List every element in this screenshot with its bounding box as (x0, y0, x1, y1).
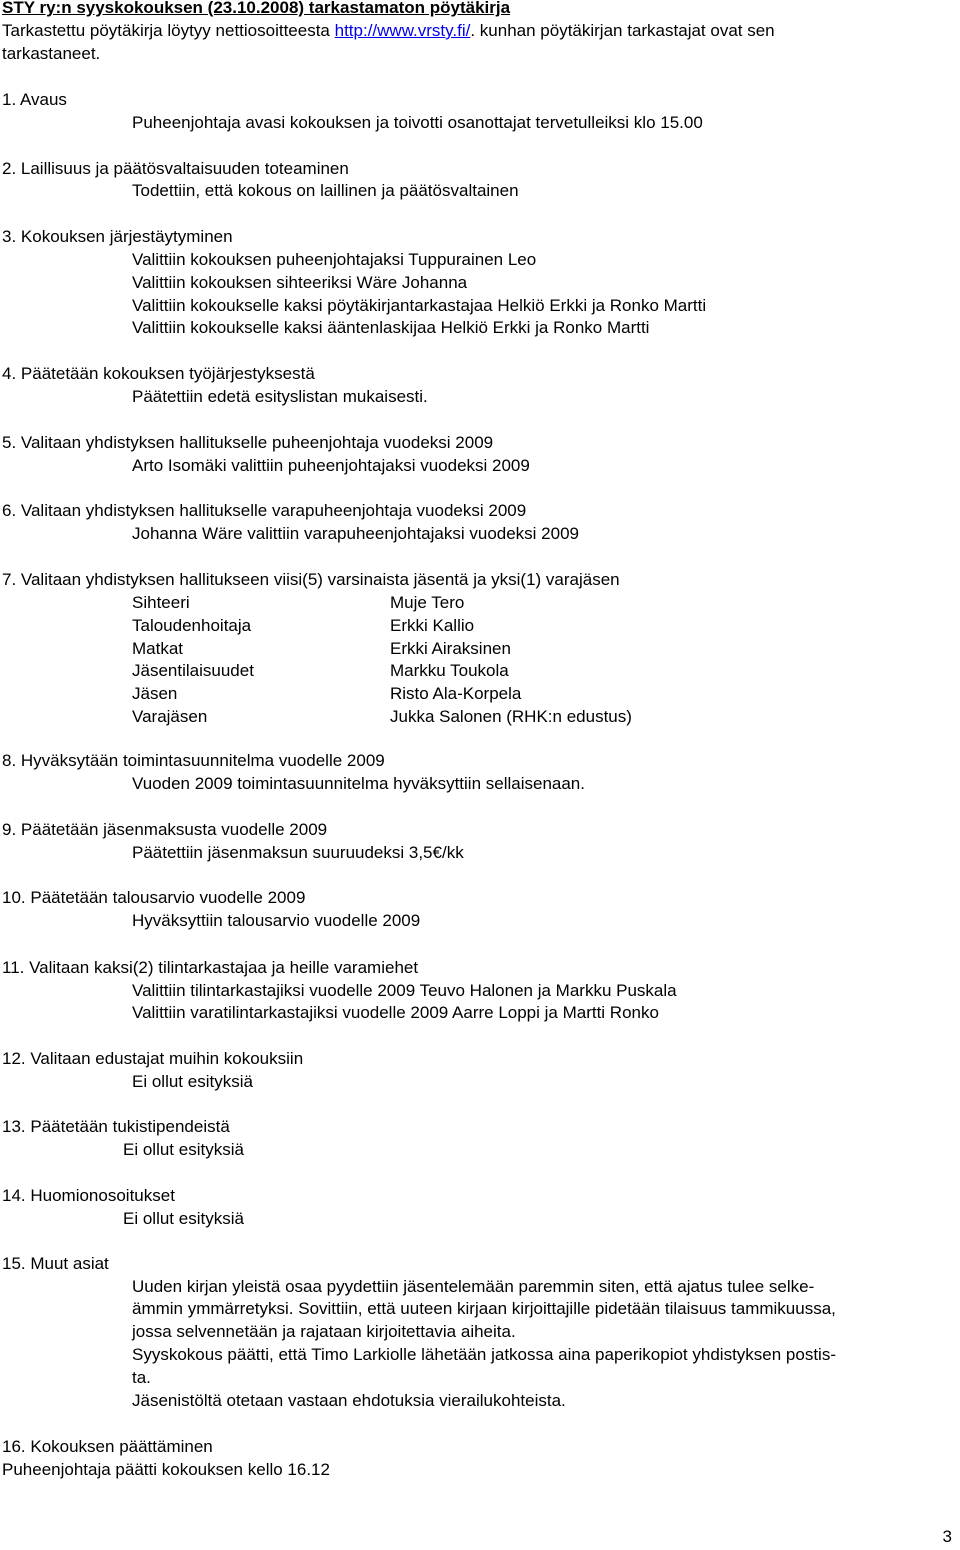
board-member: Erkki Kallio (390, 616, 475, 635)
document-title: STY ry:n syyskokouksen (23.10.2008) tarkastamaton pöytäkirja (2, 0, 511, 17)
item-heading: 10. Päätetään talousarvio vuodelle 2009 (2, 888, 306, 907)
intro-text: Tarkastettu pöytäkirja löytyy nettiosoitteesta (2, 21, 330, 40)
item-heading: 11. Valitaan kaksi(2) tilintarkastajaa ja heille varamiehet (2, 958, 419, 977)
intro-text-continued: . kunhan pöytäkirjan tarkastajat ovat sen (470, 21, 775, 40)
board-role: Varajäsen (132, 707, 208, 726)
board-member: Erkki Airaksinen (390, 639, 511, 658)
board-member: Muje Tero (390, 593, 465, 612)
website-link[interactable]: http://www.vrsty.fi/ (334, 21, 471, 40)
item-heading: 9. Päätetään jäsenmaksusta vuodelle 2009 (2, 820, 328, 839)
item-heading: 14. Huomionosoitukset (2, 1186, 175, 1205)
item-text: Valittiin kokoukselle kaksi pöytäkirjantarkastajaa Helkiö Erkki ja Ronko Martti (132, 296, 707, 315)
item-text: Päätettiin edetä esityslistan mukaisesti. (132, 387, 428, 406)
board-role: Jäsen (132, 684, 178, 703)
item-text: Vuoden 2009 toimintasuunnitelma hyväksyttiin sellaisenaan. (132, 774, 585, 793)
item-text: ämmin ymmärretyksi. Sovittiin, että uuteen kirjaan kirjoittajille pidetään tilaisuus tammikuussa, (132, 1299, 836, 1318)
item-text: Johanna Wäre valittiin varapuheenjohtajaksi vuodeksi 2009 (132, 524, 580, 543)
item-heading: 6. Valitaan yhdistyksen hallitukselle varapuheenjohtaja vuodeksi 2009 (2, 501, 527, 520)
item-heading: 12. Valitaan edustajat muihin kokouksiin (2, 1049, 304, 1068)
board-member: Markku Toukola (390, 661, 509, 680)
item-text: Valittiin kokouksen puheenjohtajaksi Tuppurainen Leo (132, 250, 537, 269)
item-heading: 16. Kokouksen päättäminen (2, 1437, 213, 1456)
item-text: Todettiin, että kokous on laillinen ja päätösvaltainen (132, 181, 519, 200)
item-text: Jäsenistöltä otetaan vastaan ehdotuksia vierailukohteista. (132, 1391, 566, 1410)
item-text: Puheenjohtaja avasi kokouksen ja toivotti osanottajat tervetulleiksi klo 15.00 (132, 113, 703, 132)
item-heading: 7. Valitaan yhdistyksen hallitukseen viisi(5) varsinaista jäsentä ja yksi(1) varajäsen (2, 570, 620, 589)
item-heading: 3. Kokouksen järjestäytyminen (2, 227, 233, 246)
item-text: Ei ollut esityksiä (123, 1209, 244, 1228)
item-text: Ei ollut esityksiä (123, 1140, 244, 1159)
item-heading: 5. Valitaan yhdistyksen hallitukselle puheenjohtaja vuodeksi 2009 (2, 433, 494, 452)
item-text: Päätettiin jäsenmaksun suuruudeksi 3,5€/kk (132, 843, 464, 862)
item-text: Valittiin varatilintarkastajiksi vuodelle 2009 Aarre Loppi ja Martti Ronko (132, 1003, 659, 1022)
item-text: Arto Isomäki valittiin puheenjohtajaksi vuodeksi 2009 (132, 456, 530, 475)
item-heading: 8. Hyväksytään toimintasuunnitelma vuodelle 2009 (2, 751, 385, 770)
board-role: Sihteeri (132, 593, 190, 612)
intro-line-2: tarkastaneet. (2, 44, 101, 63)
item-text: Uuden kirjan yleistä osaa pyydettiin jäsentelemään paremmin siten, että ajatus tulee selke- (132, 1277, 815, 1296)
board-member: Risto Ala-Korpela (390, 684, 522, 703)
item-text: Syyskokous päätti, että Timo Larkiolle lähetään jatkossa aina paperikopiot yhdistyksen postis- (132, 1345, 836, 1364)
item-text: Ei ollut esityksiä (132, 1072, 253, 1091)
board-role: Jäsentilaisuudet (132, 661, 254, 680)
item-heading: 1. Avaus (2, 90, 67, 109)
item-text: jossa selvennetään ja rajataan kirjoitettavia aiheita. (132, 1322, 516, 1341)
item-text: Valittiin tilintarkastajiksi vuodelle 2009 Teuvo Halonen ja Markku Puskala (132, 981, 677, 1000)
item-text: Puheenjohtaja päätti kokouksen kello 16.12 (2, 1460, 330, 1479)
item-heading: 15. Muut asiat (2, 1254, 109, 1273)
item-text: Valittiin kokouksen sihteeriksi Wäre Johanna (132, 273, 468, 292)
item-heading: 4. Päätetään kokouksen työjärjestyksestä (2, 364, 315, 383)
item-heading: 2. Laillisuus ja päätösvaltaisuuden toteaminen (2, 159, 349, 178)
page-number: 3 (942, 1527, 952, 1546)
item-text: Hyväksyttiin talousarvio vuodelle 2009 (132, 911, 421, 930)
board-member: Jukka Salonen (RHK:n edustus) (390, 707, 632, 726)
board-role: Matkat (132, 639, 184, 658)
item-heading: 13. Päätetään tukistipendeistä (2, 1117, 230, 1136)
item-text: ta. (132, 1368, 151, 1387)
intro-line (2, 21, 775, 41)
board-role: Taloudenhoitaja (132, 616, 252, 635)
item-text: Valittiin kokoukselle kaksi ääntenlaskijaa Helkiö Erkki ja Ronko Martti (132, 318, 650, 337)
